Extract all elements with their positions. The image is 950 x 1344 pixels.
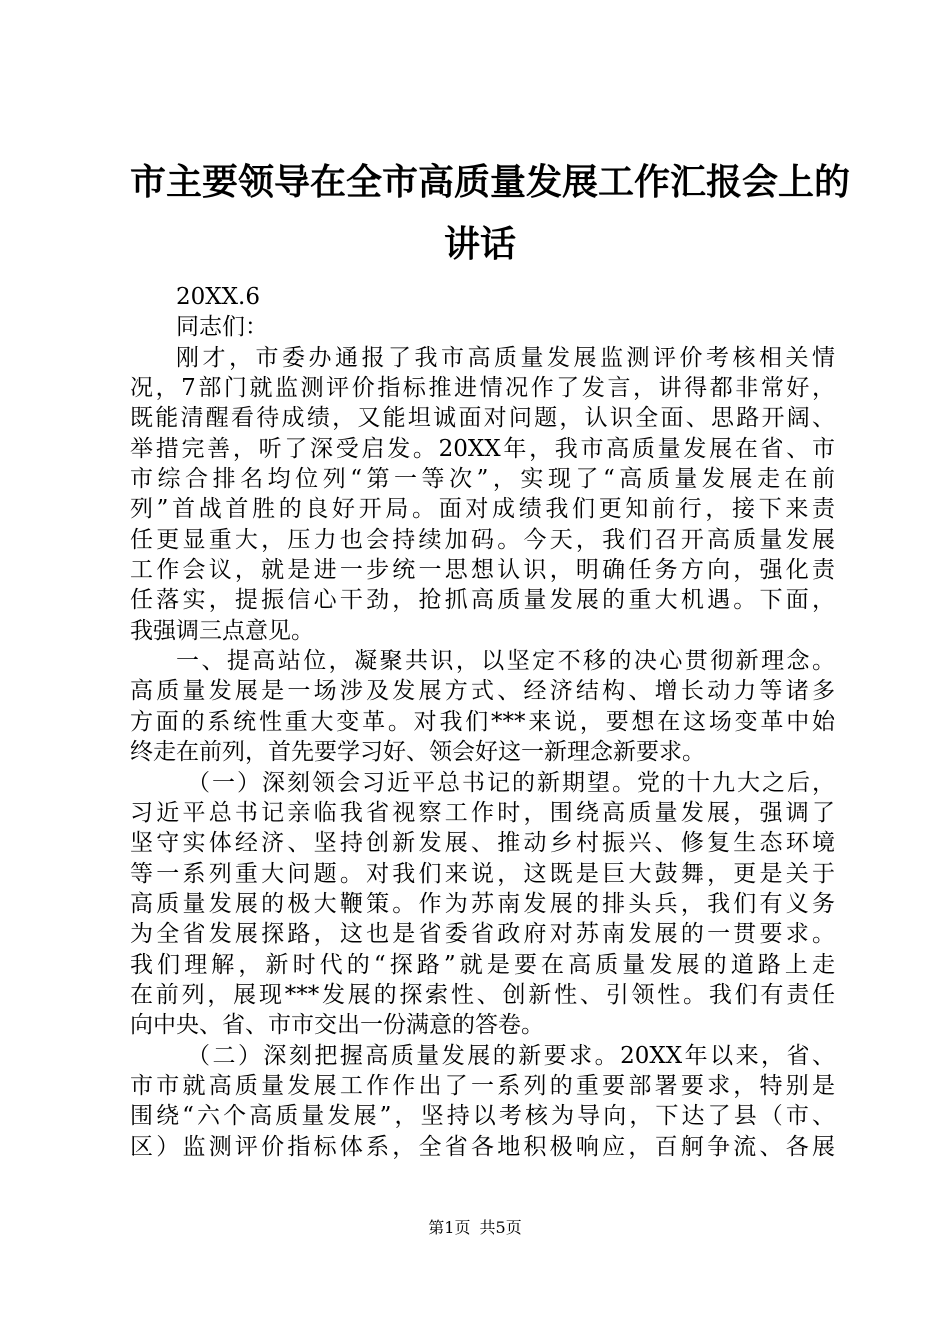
page-number: 第1页 xyxy=(428,1218,471,1237)
body-line: 工作会议，就是进一步统一思想认识，明确任务方向，强化责 xyxy=(130,557,835,584)
body-line: 方面的系统性重大变革。对我们***来说，要想在这场变革中始 xyxy=(130,708,835,735)
body-line: 在前列，展现***发展的探索性、创新性、引领性。我们有责任 xyxy=(130,981,835,1008)
body-line: 任更显重大，压力也会持续加码。今天，我们召开高质量发展 xyxy=(130,526,835,553)
body-line: 我们理解，新时代的“探路”就是要在高质量发展的道路上走 xyxy=(130,951,835,978)
body-line: 市市就高质量发展工作作出了一系列的重要部署要求，特别是 xyxy=(130,1072,835,1099)
body-line: 举措完善，听了深受启发。20XX年，我市高质量发展在省、市 xyxy=(130,435,835,462)
body-line: 习近平总书记亲临我省视察工作时，围绕高质量发展，强调了 xyxy=(130,799,835,826)
body-line: 坚守实体经济、坚持创新发展、推动乡村振兴、修复生态环境 xyxy=(130,830,835,857)
body-line: 刚才，市委办通报了我市高质量发展监测评价考核相关情 xyxy=(176,344,835,371)
body-line: 为全省发展探路，这也是省委省政府对苏南发展的一贯要求。 xyxy=(130,921,835,948)
body-line: 高质量发展是一场涉及发展方式、经济结构、增长动力等诸多 xyxy=(130,678,835,705)
body-line: 向中央、省、市市交出一份满意的答卷。 xyxy=(130,1012,544,1039)
body-line: 我强调三点意见。 xyxy=(130,617,314,644)
body-line: （一）深刻领会习近平总书记的新期望。党的十九大之后， xyxy=(187,769,835,796)
document-body xyxy=(130,282,835,1162)
body-line: （二）深刻把握高质量发展的新要求。20XX年以来，省、 xyxy=(187,1042,835,1069)
body-line: 既能清醒看待成绩，又能坦诚面对问题，认识全面、思路开阔、 xyxy=(130,405,835,432)
body-line: 一、提高站位，凝聚共识，以坚定不移的决心贯彻新理念。 xyxy=(176,648,835,675)
body-line: 同志们： xyxy=(176,314,268,341)
body-line: 终走在前列，首先要学习好、领会好这一新理念新要求。 xyxy=(130,739,705,766)
body-line: 列”首战首胜的良好开局。面对成绩我们更知前行，接下来责 xyxy=(130,496,835,523)
page-footer xyxy=(0,1215,950,1238)
body-line: 围绕“六个高质量发展”，坚持以考核为导向，下达了县（市、 xyxy=(130,1103,835,1130)
body-line: 任落实，提振信心干劲，抢抓高质量发展的重大机遇。下面， xyxy=(130,587,835,614)
page-total: 共5页 xyxy=(479,1218,522,1237)
body-line: 况，7部门就监测评价指标推进情况作了发言，讲得都非常好， xyxy=(130,375,835,402)
body-line: 等一系列重大问题。对我们来说，这既是巨大鼓舞，更是关于 xyxy=(130,860,835,887)
body-line: 区）监测评价指标体系，全省各地积极响应，百舸争流、各展 xyxy=(130,1133,835,1160)
body-line: 20XX.6 xyxy=(176,284,260,310)
document-title-line1: 市主要领导在全市高质量发展工作汇报会上的 xyxy=(130,161,851,203)
body-line: 高质量发展的极大鞭策。作为苏南发展的排头兵，我们有义务 xyxy=(130,890,835,917)
body-line: 市综合排名均位列“第一等次”，实现了“高质量发展走在前 xyxy=(130,466,835,493)
document-title-line2: 讲话 xyxy=(443,223,516,265)
